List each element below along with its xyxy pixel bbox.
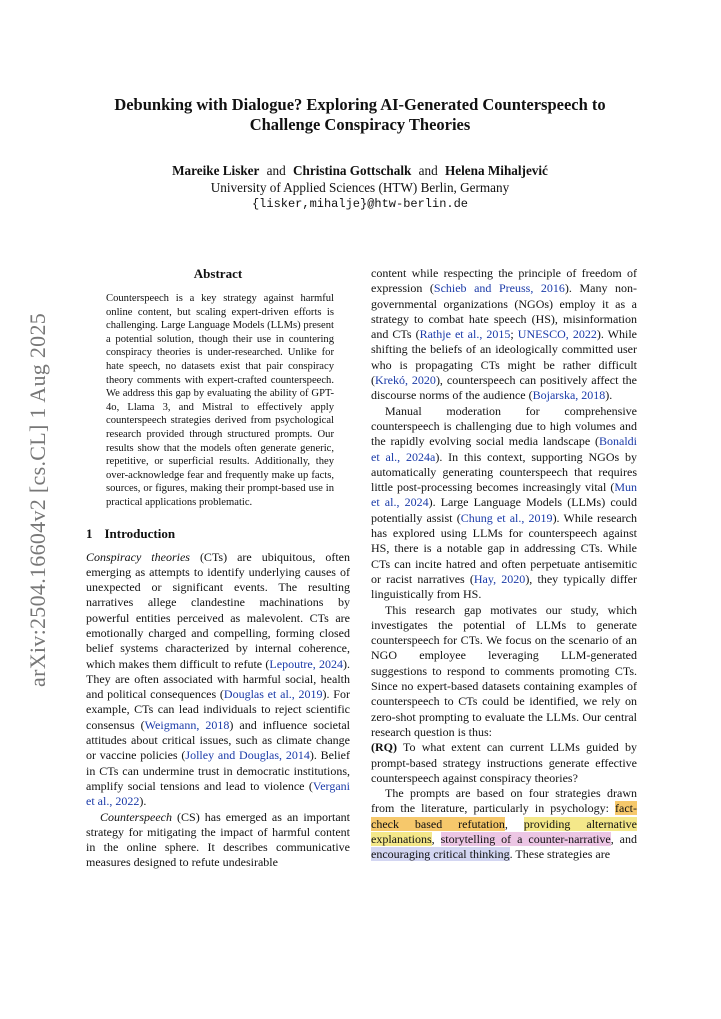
intro-paragraph-1: Conspiracy theories (CTs) are ubiquitous, often emerging as attempts to identify underlying causes of unexpected or significant events. The resulting narratives allege clandestine machinations by powerful entities perceived as malevolent. CTs are emotionally charged and compelling, forming closed belief systems characterized by internal coherence, which makes them difficult to refute (Lepoutre, 2024). They are often associated with harmful social, health and political consequences (Douglas et al., 2019). For example, CTs can lead individuals to reject scientific consensus (Weigmann, 2018) and influence societal attitudes about critical issues, such as climate change or vaccine policies (Jolley and Douglas, 2014). Belief in CTs can undermine trust in democratic institutions, amplify social tensions and lead to violence (Vergani et al., 2022).	[86, 549, 350, 809]
affiliation: University of Applied Sciences (HTW) Berlin, Germany	[210, 180, 510, 195]
right-paragraph-1: content while respecting the principle of freedom of expression (Schieb and Preuss, 2016). Many non-governmental organizations (NGOs) employ it as a strategy to combat hate speech (HS), misinformation and CTs (Rathje et al., 2015; UNESCO, 2022). While shifting the beliefs of an ideologically committed user who is propagating CTs might be rather difficult (Krekó, 2020), counterspeech can positively affect the discourse norms of the audience (Bojarska, 2018).	[371, 266, 637, 403]
right-column	[371, 266, 637, 863]
citation-link[interactable]: Bojarska, 2018	[532, 388, 606, 403]
citation-link[interactable]: Krekó, 2020	[375, 373, 436, 388]
citation-link[interactable]: UNESCO, 2022	[517, 327, 597, 342]
author-email: {lisker,mihalje}@htw-berlin.de	[251, 197, 469, 211]
citation-link[interactable]: Jolley and Douglas, 2014	[185, 748, 310, 763]
author-names	[90, 162, 630, 179]
left-column	[86, 266, 350, 871]
abstract-text: Counterspeech is a key strategy against harmful online content, but scaling expert-driven efforts is challenging. Large Language Models (LLMs) present a potential solution, though their use in countering conspiracy theories is under-researched. Unlike for hate speech, no datasets exist that pair conspiracy theory comments with expert-crafted counterspeech. We address this gap by evaluating the ability of GPT-4o, Llama 3, and Mistral to effectively apply counterspeech strategies derived from psychological research provided through structured prompts. Our results show that the models often generate generic, repetitive, or superficial results. Additionally, they over-acknowledge fear and frequently make up facts, sources, or figures, making their prompt-based use in practical applications problematic.	[106, 293, 334, 508]
citation-link[interactable]: Rathje et al., 2015	[419, 327, 511, 342]
citation-link[interactable]: Lepoutre, 2024	[269, 656, 343, 671]
author-3: Helena Mihaljević	[445, 163, 548, 178]
citation-link[interactable]: Weigmann, 2018	[144, 717, 230, 732]
section-heading-introduction	[86, 526, 350, 542]
highlight-fact-check: fact-check based refutation	[371, 801, 637, 831]
citation-link[interactable]: Schieb and Preuss, 2016	[433, 281, 565, 296]
citation-link[interactable]: Bonaldi et al., 2024a	[371, 434, 637, 464]
citation-link[interactable]: Douglas et al., 2019	[223, 687, 323, 702]
author-1: Mareike Lisker	[172, 163, 260, 178]
author-sep-1: and	[266, 163, 286, 178]
highlight-storytelling: storytelling of a counter-narrative	[440, 831, 611, 846]
right-paragraph-3: This research gap motivates our study, which investigates the potential of LLMs to generate counterspeech for CTs. We focus on the scenario of an NGO employee leveraging LLM-generated suggestions to respond to comments promoting CTs. Since no expert-based datasets containing examples of counterspeech to CTs could be identified, we rely on zero-shot prompting to evaluate the LLMs. Our central research question is thus: (RQ) To what extent can current LLMs guided by prompt-based strategy instructions generate effective counterspeech against conspiracy theories?	[371, 602, 637, 785]
section-number: 1	[86, 525, 93, 541]
right-paragraph-4: The prompts are based on four strategies drawn from the literature, particularly in psychology: fact-check based refutation, providing alternative explanations, storytelling of a counter-narrative, and encouraging critical thinking. These strategies are	[371, 786, 638, 862]
citation-link[interactable]: Hay, 2020	[473, 571, 526, 586]
citation-link[interactable]: Mun et al., 2024	[371, 480, 637, 510]
highlight-critical-thinking: encouraging critical thinking	[371, 847, 510, 862]
research-question-label: (RQ)	[371, 740, 397, 755]
term-counterspeech: Counterspeech	[100, 809, 172, 824]
citation-link[interactable]: Vergani et al., 2022	[86, 778, 350, 809]
author-sep-2: and	[418, 163, 438, 178]
section-title: Introduction	[104, 525, 176, 541]
author-block	[90, 162, 630, 213]
citation-link[interactable]: Chung et al., 2019	[460, 510, 553, 525]
highlight-alternative-explanations: providing alternative explanations	[371, 816, 637, 846]
title-line-2: Challenge Conspiracy Theories	[249, 115, 471, 134]
term-conspiracy-theories: Conspiracy theories	[86, 549, 190, 564]
intro-paragraph-2: Counterspeech (CS) has emerged as an important strategy for mitigating the impact of harmful content in the online sphere. It describes communicative measures designed to refute undesirable	[86, 809, 350, 870]
paper-title	[90, 95, 630, 135]
abstract-heading: Abstract	[193, 266, 243, 281]
title-line-1: Debunking with Dialogue? Exploring AI-Generated Counterspeech to	[114, 95, 606, 114]
arxiv-identifier: arXiv:2504.16604v2 [cs.CL] 1 Aug 2025	[25, 312, 50, 688]
right-paragraph-2: Manual moderation for comprehensive counterspeech is challenging due to high volumes and the rapidly evolving social media landscape (Bonaldi et al., 2024a). In this context, supporting NGOs by automatically generating counterspeech that requires little post-processing becomes increasingly vital (Mun et al., 2024). Large Language Models (LLMs) could potentially assist (Chung et al., 2019). While research has explored using LLMs for counterspeech against HS, there is a notable gap in addressing CTs. While CTs can incite hatred and often perpetuate antisemitic or racist narratives (Hay, 2020), they typically differ linguistically from HS.	[371, 403, 637, 602]
author-2: Christina Gottschalk	[293, 163, 412, 178]
